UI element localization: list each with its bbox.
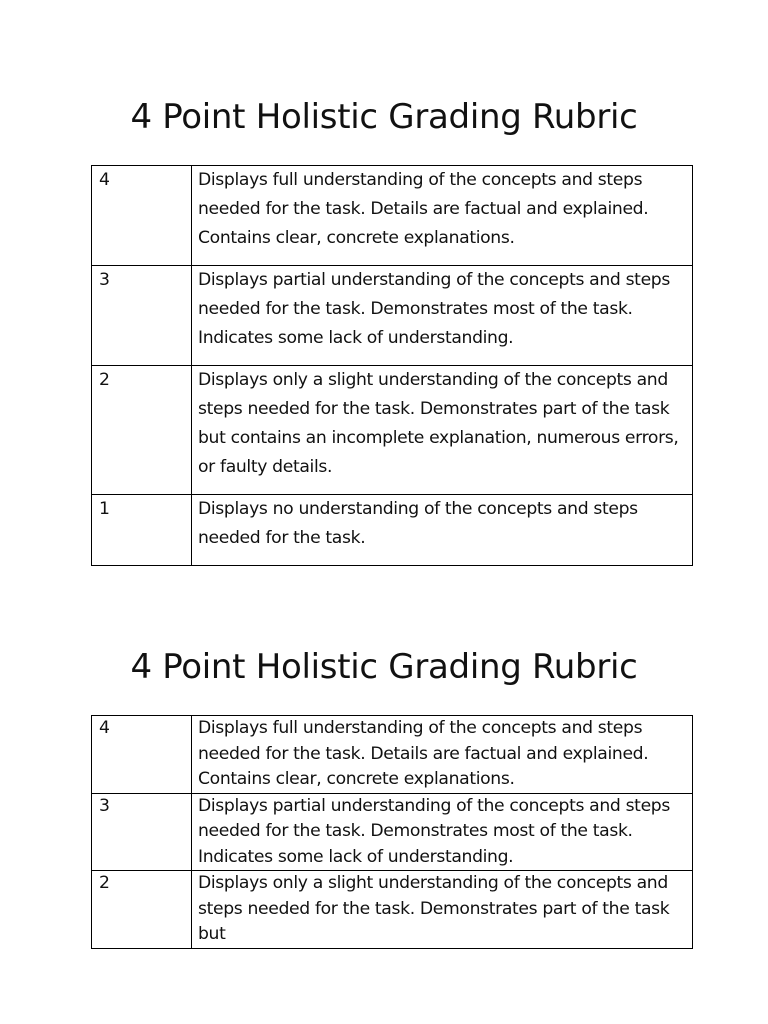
rubric-title: 4 Point Holistic Grading Rubric [130,647,638,687]
rubric-table [91,715,693,949]
description-cell: Displays only a slight understanding of the concepts and steps needed for the task. Demonstrates part of the task but [192,871,693,949]
rubric-title: 4 Point Holistic Grading Rubric [130,97,638,137]
score-cell: 3 [92,266,192,366]
table-row [92,495,693,566]
score-cell: 2 [92,366,192,495]
description-cell: Displays partial understanding of the concepts and steps needed for the task. Demonstrates most of the task. Indicates some lack of understanding. [192,793,693,871]
score-cell: 2 [92,871,192,949]
rubric-table [91,165,693,566]
table-row [92,366,693,495]
score-cell: 4 [92,716,192,794]
table-row [92,871,693,949]
description-cell: Displays full understanding of the concepts and steps needed for the task. Details are factual and explained. Contains clear, concrete explanations. [192,716,693,794]
description-cell: Displays only a slight understanding of the concepts and steps needed for the task. Demonstrates part of the task but contains an incomplete explanation, numerous errors, or faulty details. [192,366,693,495]
description-cell: Displays full understanding of the concepts and steps needed for the task. Details are factual and explained. Contains clear, concrete explanations. [192,166,693,266]
table-row [92,166,693,266]
table-row [92,716,693,794]
score-cell: 1 [92,495,192,566]
score-cell: 4 [92,166,192,266]
table-row [92,266,693,366]
table-row [92,793,693,871]
score-cell: 3 [92,793,192,871]
description-cell: Displays no understanding of the concepts and steps needed for the task. [192,495,693,566]
description-cell: Displays partial understanding of the concepts and steps needed for the task. Demonstrates most of the task. Indicates some lack of understanding. [192,266,693,366]
